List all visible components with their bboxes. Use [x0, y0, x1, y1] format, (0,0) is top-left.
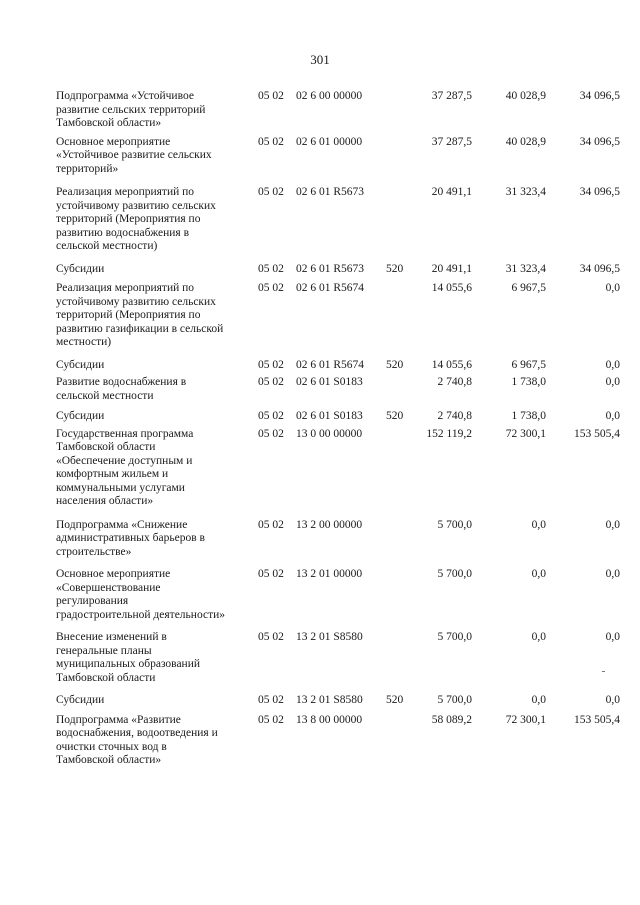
- row-value-3: 0,0: [605, 631, 620, 643]
- row-section: 05 02: [258, 518, 284, 531]
- row-section: 05 02: [258, 262, 284, 275]
- row-value-2: 40 028,9: [505, 135, 546, 148]
- row-target: 02 6 01 S0183: [296, 376, 363, 388]
- row-section: 05 02: [258, 568, 284, 580]
- row-value-1: 14 055,6: [431, 282, 472, 294]
- row-section: 05 02: [258, 713, 284, 726]
- row-value-1: 37 287,5: [431, 135, 472, 148]
- row-value-1: 20 491,1: [431, 262, 472, 275]
- table-row: [56, 263, 626, 277]
- row-value-2: 31 323,4: [505, 262, 546, 275]
- row-name: Основное мероприятие «Совершенствование регулирования градостроительной деятельности»: [56, 568, 226, 621]
- row-value-2: 72 300,1: [505, 427, 546, 440]
- row-type: 520: [386, 358, 404, 371]
- row-value-3: 0,0: [605, 694, 620, 706]
- row-type: 520: [386, 694, 404, 706]
- row-target: 13 2 01 00000: [296, 568, 363, 580]
- row-name: Реализация мероприятий по устойчивому развитию сельских территорий (Мероприятия по развитию водоснабжения в сельской местности): [56, 186, 216, 252]
- page-number: 301: [310, 52, 330, 67]
- row-value-3: 153 505,4: [574, 427, 620, 440]
- row-section: 05 02: [258, 376, 284, 388]
- row-name: Подпрограмма «Снижение административных барьеров в строительстве»: [56, 518, 205, 558]
- row-section: 05 02: [258, 90, 284, 102]
- row-value-3: 34 096,5: [579, 262, 620, 275]
- table-row: [56, 90, 626, 131]
- row-section: 05 02: [258, 694, 284, 706]
- table-row: [56, 376, 626, 403]
- row-value-1: 37 287,5: [431, 90, 472, 102]
- row-value-3: 0,0: [605, 376, 620, 388]
- row-name: Субсидии: [56, 410, 105, 422]
- budget-table: [56, 90, 626, 768]
- row-target: 13 2 01 S8580: [296, 694, 363, 706]
- row-value-2: 1 738,0: [511, 376, 546, 388]
- row-value-2: 40 028,9: [505, 90, 546, 102]
- table-row: [56, 410, 626, 424]
- row-value-2: 6 967,5: [511, 358, 546, 371]
- row-value-1: 5 700,0: [437, 694, 472, 706]
- row-section: 05 02: [258, 282, 284, 294]
- table-row: [56, 519, 626, 560]
- row-name: Реализация мероприятий по устойчивому развитию сельских территорий (Мероприятия по развитию газификации в сельской местности): [56, 282, 224, 348]
- row-value-2: 1 738,0: [511, 410, 546, 422]
- row-section: 05 02: [258, 358, 284, 371]
- table-row: [56, 359, 626, 373]
- row-target: 02 6 01 R5674: [296, 358, 365, 371]
- row-value-2: 0,0: [531, 631, 546, 643]
- row-name: Субсидии: [56, 358, 105, 371]
- row-value-2: 31 323,4: [505, 186, 546, 198]
- row-name: Субсидии: [56, 262, 105, 275]
- row-value-3: 34 096,5: [579, 186, 620, 198]
- row-value-1: 152 119,2: [426, 427, 472, 440]
- row-value-1: 58 089,2: [431, 713, 472, 726]
- row-section: 05 02: [258, 135, 284, 148]
- row-target: 13 8 00 00000: [296, 713, 363, 726]
- row-target: 13 0 00 00000: [296, 427, 363, 440]
- row-value-3: 34 096,5: [579, 90, 620, 102]
- row-name: Основное мероприятие «Устойчивое развитие сельских территорий»: [56, 135, 212, 175]
- row-target: 13 2 01 S8580: [296, 631, 363, 643]
- row-value-1: 5 700,0: [437, 568, 472, 580]
- row-target: 02 6 01 00000: [296, 135, 363, 148]
- row-value-3: 0,0: [605, 282, 620, 294]
- row-target: 02 6 00 00000: [296, 90, 363, 102]
- row-target: 02 6 01 R5673: [296, 186, 365, 198]
- row-value-1: 14 055,6: [431, 358, 472, 371]
- row-name: Государственная программа Тамбовской области «Обеспечение доступным и комфортным жильем и коммунальными услугами населения области»: [56, 427, 194, 507]
- row-value-1: 20 491,1: [431, 186, 472, 198]
- row-value-1: 5 700,0: [437, 518, 472, 531]
- row-name: Подпрограмма «Устойчивое развитие сельских территорий Тамбовской области»: [56, 90, 206, 129]
- row-value-3: 0,0: [605, 568, 620, 580]
- row-value-1: 5 700,0: [437, 631, 472, 643]
- row-type: 520: [386, 410, 404, 422]
- row-target: 13 2 00 00000: [296, 518, 363, 531]
- row-value-2: 0,0: [531, 568, 546, 580]
- table-row: [56, 631, 626, 685]
- row-section: 05 02: [258, 186, 284, 198]
- row-value-2: 0,0: [531, 518, 546, 531]
- row-value-2: 72 300,1: [505, 713, 546, 726]
- scan-speck: [602, 671, 605, 672]
- row-name: Субсидии: [56, 694, 105, 706]
- row-value-1: 2 740,8: [437, 376, 472, 388]
- row-value-3: 0,0: [605, 410, 620, 422]
- table-row: [56, 136, 626, 177]
- table-row: [56, 714, 626, 768]
- row-target: 02 6 01 S0183: [296, 410, 363, 422]
- table-row: [56, 568, 626, 622]
- row-value-2: 6 967,5: [511, 282, 546, 294]
- row-section: 05 02: [258, 631, 284, 643]
- row-name: Подпрограмма «Развитие водоснабжения, водоотведения и очистки сточных вод в Тамбовской области»: [56, 713, 218, 766]
- row-target: 02 6 01 R5673: [296, 262, 365, 275]
- table-row: [56, 186, 626, 254]
- table-row: [56, 694, 626, 708]
- table-row: [56, 282, 626, 350]
- row-value-2: 0,0: [531, 694, 546, 706]
- row-section: 05 02: [258, 410, 284, 422]
- row-name: Внесение изменений в генеральные планы муниципальных образований Тамбовской области: [56, 631, 201, 684]
- table-row: [56, 428, 626, 509]
- row-value-3: 34 096,5: [579, 135, 620, 148]
- row-name: Развитие водоснабжения в сельской местности: [56, 376, 187, 402]
- row-section: 05 02: [258, 427, 284, 440]
- row-type: 520: [386, 262, 404, 275]
- row-value-1: 2 740,8: [437, 410, 472, 422]
- row-value-3: 153 505,4: [574, 713, 620, 726]
- row-value-3: 0,0: [605, 518, 620, 531]
- row-target: 02 6 01 R5674: [296, 282, 365, 294]
- row-value-3: 0,0: [605, 358, 620, 371]
